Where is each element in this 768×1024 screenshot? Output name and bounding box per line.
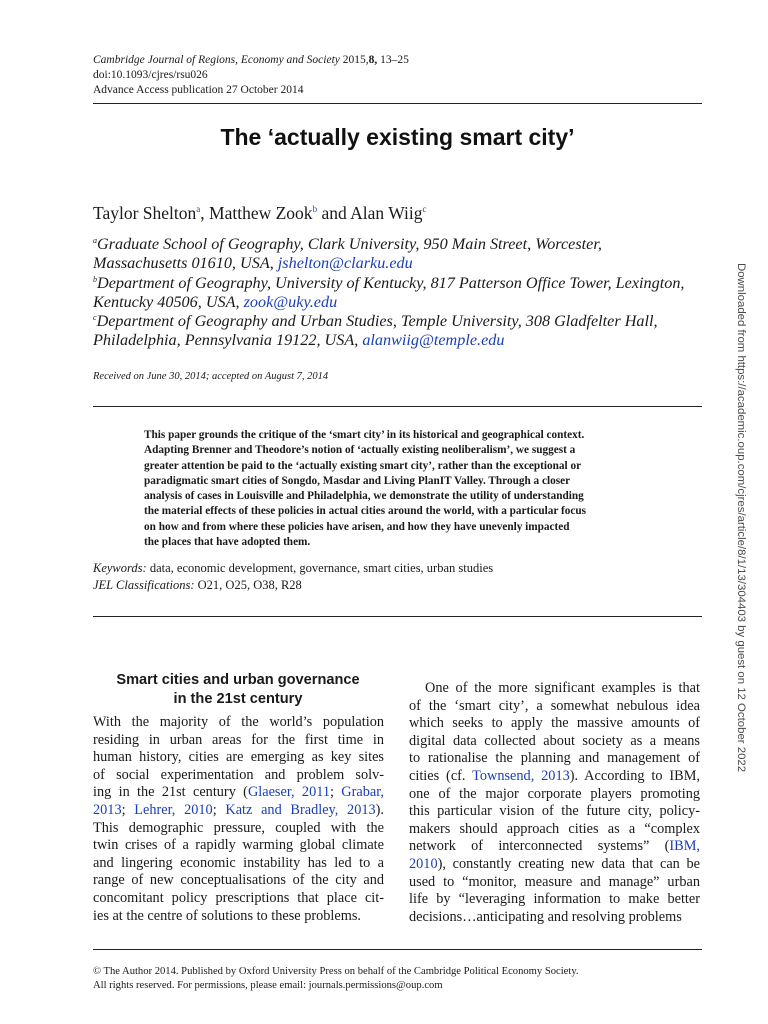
text-segment: this particular vision of the future city, policy- — [409, 803, 700, 820]
keywords-block — [93, 560, 493, 594]
author-name: Matthew Zook — [209, 203, 313, 223]
abstract — [144, 428, 651, 550]
text-segment: residing in urban areas for the first time in — [93, 731, 384, 748]
affiliation-text: Philadelphia, Pennsylvania 19122, USA, — [93, 331, 363, 350]
text-line — [93, 908, 384, 926]
text-line — [93, 890, 384, 908]
section-heading-line: in the 21st century — [173, 690, 303, 707]
text-line — [93, 732, 384, 750]
keywords — [93, 560, 493, 577]
citation-link[interactable]: IBM, — [669, 838, 700, 855]
affiliation-text: Massachusetts 01610, USA, — [93, 254, 278, 273]
affiliation-text: Kentucky 40506, USA, — [93, 292, 244, 311]
article-title: The ‘actually existing smart city’ — [220, 124, 575, 150]
text-line — [409, 803, 700, 821]
citation-link[interactable]: 2013 — [93, 801, 122, 818]
text-line — [409, 698, 700, 716]
text-line — [93, 837, 384, 855]
text-line — [93, 802, 384, 820]
text-segment: ; — [121, 801, 135, 818]
section-heading — [93, 671, 383, 708]
text-line — [409, 874, 700, 892]
text-line — [93, 855, 384, 873]
author-name: Taylor Shelton — [93, 203, 197, 223]
abstract-line: paradigmatic smart cities of Songdo, Masdar and Living PlanIT Valley. Through a closer — [144, 474, 571, 487]
journal-header — [93, 53, 409, 98]
text-line — [93, 872, 384, 890]
affiliation-cont — [93, 254, 713, 273]
text-segment: twin crises of a rapidly warming global climate — [93, 837, 384, 854]
author-list — [93, 203, 427, 224]
jel-value: O21, O25, O38, R28 — [197, 578, 302, 592]
advance-access: Advance Access publication 27 October 2014 — [93, 84, 304, 96]
text-line — [409, 786, 700, 804]
text-segment: cities (cf. — [409, 767, 473, 784]
text-segment: makers should approach cities as a “complex — [409, 820, 700, 837]
text-segment: to rationalise the planning and management of — [409, 750, 700, 767]
text-line — [93, 767, 384, 785]
author-separator: and — [317, 203, 351, 223]
copyright-line: © The Author 2014. Published by Oxford University Press on behalf of the Cambridge Political Economy Society. — [93, 966, 579, 977]
affiliation — [93, 312, 713, 331]
text-segment: ), constantly creating new data that can be — [437, 855, 700, 872]
journal-citation — [93, 53, 409, 68]
journal-pages: 13–25 — [380, 54, 409, 66]
affiliation-sup: b — [93, 274, 97, 284]
affiliation — [93, 235, 713, 254]
text-segment: One of the more significant examples is that — [425, 680, 700, 696]
affiliation — [93, 274, 713, 293]
citation-link[interactable]: Grabar, — [341, 784, 384, 801]
abstract-top-rule — [93, 406, 702, 407]
text-segment: ing in the 21st century ( — [93, 784, 248, 801]
citation-link[interactable]: Glaeser, 2011 — [247, 784, 330, 801]
affiliation-text: Graduate School of Geography, Clark University, 950 Main Street, Worcester, — [97, 235, 602, 253]
citation-link[interactable]: Katz and Bradley, 2013 — [225, 801, 376, 818]
text-line — [93, 784, 384, 802]
affiliation-cont — [93, 331, 713, 350]
permissions-line: All rights reserved. For permissions, please email: journals.permissions@oup.com — [93, 979, 443, 991]
text-line — [409, 821, 700, 839]
abstract-line: Adapting Brenner and Theodore’s notion of ‘actually existing neoliberalism’, we suggest a — [144, 444, 576, 457]
text-segment: and lingering economic instability has led to a — [93, 854, 384, 871]
text-line — [409, 733, 700, 751]
affiliation-text: Department of Geography, University of Kentucky, 817 Patterson Office Tower, Lexington, — [97, 273, 685, 292]
text-line — [409, 909, 700, 927]
section-heading-line: Smart cities and urban governance — [116, 672, 360, 688]
affiliation-sup: a — [93, 236, 97, 245]
text-segment: of social experimentation and problem solv- — [93, 766, 384, 783]
keywords-value: data, economic development, governance, smart cities, urban studies — [149, 561, 494, 575]
jel-classifications — [93, 577, 493, 594]
jel-label: JEL Classifications: — [93, 578, 195, 592]
journal-name: Cambridge Journal of Regions, Economy and Society — [93, 54, 340, 66]
text-segment: one of the major corporate players promoting — [409, 785, 700, 802]
affiliation-sup: c — [93, 313, 97, 323]
citation-link[interactable]: 2010 — [409, 855, 438, 872]
text-line — [93, 820, 384, 838]
footer-rule — [93, 949, 702, 950]
abstract-line: the places that have adopted them. — [144, 536, 311, 549]
author-sup-link[interactable]: a — [196, 204, 201, 214]
text-segment: ). According to IBM, — [569, 767, 700, 784]
abstract-line: analysis of cases in Louisville and Philadelphia, we demonstrate the utility of understanding — [144, 490, 584, 503]
email-link[interactable]: zook@uky.edu — [243, 292, 338, 311]
text-line — [93, 749, 384, 767]
doi: doi:10.1093/cjres/rsu026 — [93, 69, 208, 81]
text-segment: used to “monitor, measure and manage” urban — [409, 873, 700, 890]
text-line — [409, 856, 700, 874]
text-line — [409, 768, 700, 786]
abstract-line: This paper grounds the critique of the ‘smart city’ in its historical and geographical context. — [144, 429, 585, 441]
citation-link[interactable]: Lehrer, 2010 — [134, 801, 213, 818]
text-line — [409, 750, 700, 768]
text-segment: network of interconnected systems” ( — [409, 838, 670, 855]
affiliation-cont — [93, 293, 713, 312]
text-segment: ; — [212, 801, 226, 818]
abstract-line: on how and from where these policies have arisen, and how they have unevenly impacted — [144, 520, 570, 533]
citation-link[interactable]: Townsend, 2013 — [472, 767, 570, 784]
text-segment: concomitant policy prescriptions that place cit- — [93, 889, 384, 906]
received-date: Received on June 30, 2014; accepted on August 7, 2014 — [93, 371, 329, 382]
text-line — [409, 715, 700, 733]
author-sup-link[interactable]: b — [312, 204, 318, 214]
text-segment: This demographic pressure, coupled with the — [93, 819, 384, 836]
email-link[interactable]: alanwiig@temple.edu — [362, 331, 505, 350]
affiliation-text: Department of Geography and Urban Studies, Temple University, 308 Gladfelter Hall, — [96, 312, 658, 331]
body-column-right — [409, 680, 700, 926]
text-segment: of the ‘smart city’, a somewhat nebulous idea — [409, 697, 700, 714]
body-column-left — [93, 714, 384, 925]
text-segment: With the majority of the world’s population — [93, 714, 384, 730]
text-line — [409, 891, 700, 909]
download-watermark: Downloaded from https://academic.oup.com/cjres/article/8/1/13/304403 by guest on 12 October 2022 — [735, 263, 747, 773]
author-separator: , — [200, 203, 210, 223]
text-segment: life by “leveraging information to make better — [409, 891, 700, 908]
text-line — [409, 680, 700, 698]
text-line — [409, 838, 700, 856]
text-segment: ies at the centre of solutions to these problems. — [93, 907, 362, 924]
abstract-line: the material effects of these policies in actual cities around the world, with a particular focus — [144, 505, 587, 518]
author-name: Alan Wiig — [350, 203, 423, 223]
text-segment: human history, cities are emerging as key sites — [93, 749, 384, 766]
header-rule — [93, 103, 702, 104]
affiliations — [93, 235, 713, 351]
keywords-label: Keywords: — [93, 561, 147, 575]
journal-volume: 8, — [368, 54, 378, 66]
author-sup-link[interactable]: c — [422, 204, 427, 214]
journal-year: 2015, — [342, 54, 369, 66]
abstract-line: greater attention be paid to the ‘actually existing smart city’, rather than the exceptional or — [144, 459, 582, 472]
text-segment: ; — [329, 784, 342, 801]
text-segment: decisions…anticipating and resolving problems — [409, 908, 682, 925]
text-line — [93, 714, 384, 732]
text-segment: digital data collected about society as a means — [409, 732, 700, 749]
section-top-rule — [93, 616, 702, 617]
copyright-footer — [93, 965, 579, 992]
text-segment: ). — [375, 801, 384, 818]
text-segment: range of new conceptualisations of the city and — [93, 872, 384, 889]
text-segment: which seeks to apply the massive amounts of — [409, 715, 700, 732]
email-link[interactable]: jshelton@clarku.edu — [277, 254, 413, 273]
